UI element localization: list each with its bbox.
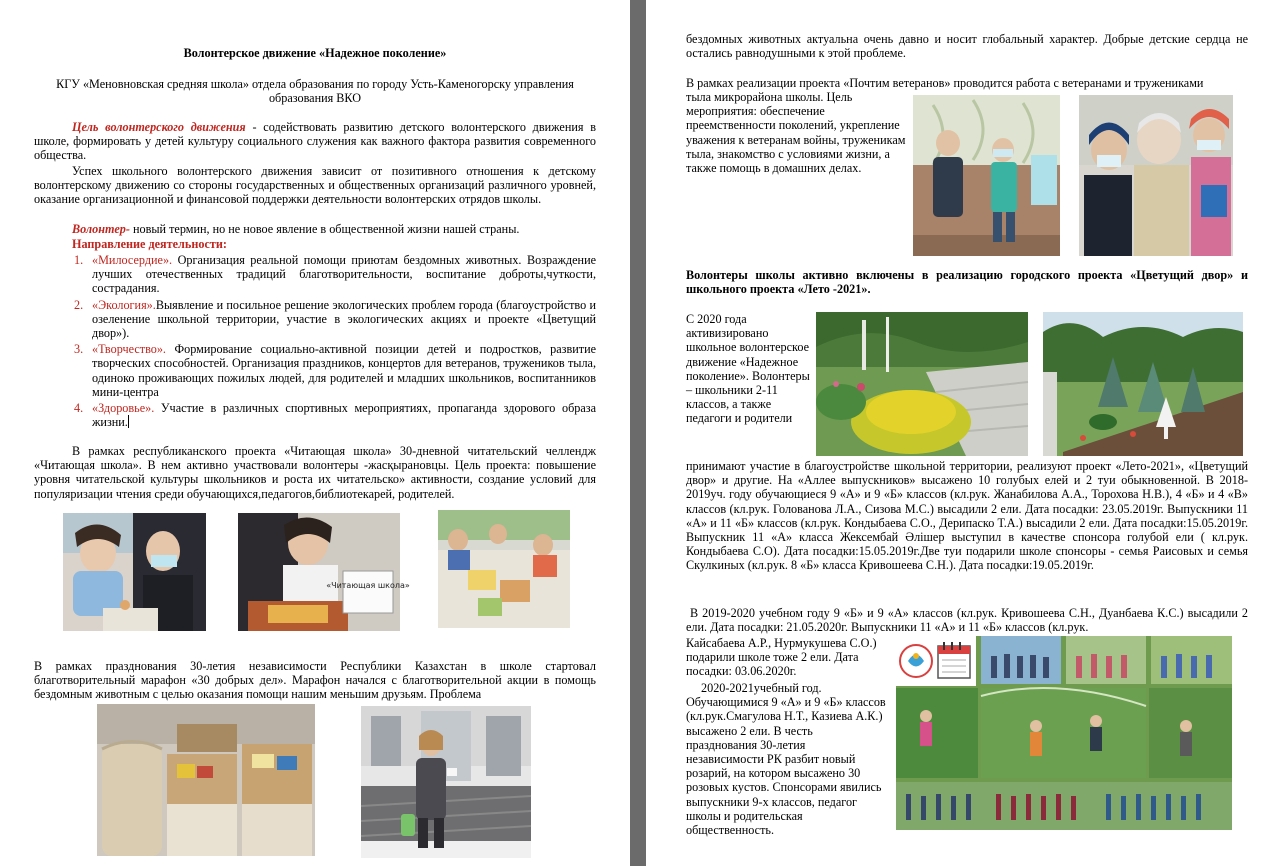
direction-name: «Здоровье». xyxy=(92,401,155,416)
marathon-paragraph: В рамках празднования 30-летия независимости Республики Казахстан в школе стартовал благотворительный марафон «30 добрых дел». Марафон начался с благотворительной акции в помощь бездомным животным с целью оказания помощи нашим меньшим друзьям. Проблема xyxy=(34,659,596,702)
veterans-paragraph: тыла микрорайона школы. Цель мероприятия: обеспечение преемственности поколений, укрепление уважения к ветеранам войны, труженикам тыла, знакомство с условиями жизни, а также помощь в домашних делах. xyxy=(686,90,906,176)
list-item xyxy=(74,342,596,399)
directions-heading: Направление деятельности: xyxy=(72,237,227,251)
reading-photo-3 xyxy=(438,510,570,628)
veterans-intro: В рамках реализации проекта «Почтим ветеранов» проводится работа с ветеранами и тружениками xyxy=(686,76,1204,90)
stray-animals-continuation: бездомных животных актуальна очень давно и носит глобальный характер. Добрые детские сердца не остались равнодушными к этой проблеме. xyxy=(686,32,1248,61)
directions-list xyxy=(74,253,596,429)
text-cursor xyxy=(128,415,129,428)
goal-label: Цель волонтерского движения xyxy=(72,120,246,134)
garden-paragraph: принимают участие в благоустройстве школьной территории, реализуют проект «Лето-2021», «Цветущий двор» и другие. На «Аллее выпускников» высажено 10 голубых елей и 2 туи обыкновенной. В 2018-2019уч. году обучающиеся 9 «А» и 9 «Б» классов (кл.рук. Жанабилова А.А., Торохова Н.В.), 4 «Б» и 4 «В» классов (кл.рук. Голованова Л.А., Сизова М.С.) высадили 2 ели. Дата посадки: 23.05.2019г. Выпускники 11 «А» и 11 «Б» классов (кл.рук. Кондыбаева С.О., Дерипаско Т.А.) высадили 2 ели. Дата посадки:15.05.2019г. Выпускник 11 «А» класса Жексембай Әлішер выступил в качестве спонсора голубой ели ( кл.рук. Кондыбаева С.О). Дата посадки:15.05.2019г.Две туи подарили школе спонсоры - семья Раисовых и семья Скулкиных (кл.рук. 8 «Б» класса Кривошеева С.Н.). Дата посадки:19.05.2019г. xyxy=(686,459,1248,573)
reading-photo-2 xyxy=(238,513,410,631)
list-item xyxy=(74,298,596,341)
goal-text: - содействовать развитию детского волонтерского движения в школе, формировать у детей культуру социального служения как важного фактора развития современного общества. xyxy=(34,120,596,163)
plantings-2019-cont: Кайсабаева А.Р., Нурмукушева С.О.) подарили школе тоже 2 ели. Дата посадки: 03.06.2020г. xyxy=(686,636,877,679)
volunteer-label: Волонтер- xyxy=(72,222,130,236)
flower-garden-photo xyxy=(816,312,1028,456)
volunteer-text: новый термин, но не новое явление в общественной жизни нашей страны. xyxy=(129,222,520,236)
alley-trees-photo xyxy=(1043,312,1243,456)
list-number: 1. xyxy=(74,253,84,267)
direction-name: «Экология». xyxy=(92,297,156,312)
direction-text: Участие в различных спортивных мероприятиях, пропаганда здорового образа жизни. xyxy=(92,401,596,430)
direction-text: Формирование социально-активной позиции детей и подростков, развитие творческих способностей. Организация праздников, концертов для ветеранов, тружеников тыла, одиноко проживающих пожилых людей, для родителей и младших школьников, воспитанников мини-центра xyxy=(92,342,596,399)
volunteer-paragraph xyxy=(72,222,602,236)
list-item xyxy=(74,401,596,429)
document-page-right xyxy=(646,0,1281,866)
volunteer-collage-photo xyxy=(896,636,1232,830)
calendar-icon xyxy=(938,642,970,678)
school-name: КГУ «Меновновская средняя школа» отдела образования по городу Усть-Каменогорску управления образования ВКО xyxy=(56,77,574,106)
list-item xyxy=(74,253,596,296)
reading-photo-1 xyxy=(63,513,206,631)
donation-boxes-photo xyxy=(97,704,315,856)
list-number: 3. xyxy=(74,342,84,357)
direction-text: Выявление и посильное решение экологических проблем города (благоустройство и озеленение школьной территории, участие в экологических акциях и проекте «Цветущий двор»). xyxy=(92,297,596,341)
veterans-photo-1 xyxy=(913,95,1060,256)
reading-sign-text: «Читающая школа» xyxy=(326,581,410,590)
document-page-left xyxy=(0,0,630,866)
page-gutter xyxy=(630,0,646,866)
garden-intro-narrow: С 2020 года активизировано школьное волонтерское движение «Надежное поколение». Волонтеры – школьники 2-11 классов, а также педагоги и родители xyxy=(686,312,810,426)
list-number: 2. xyxy=(74,297,84,312)
plantings-2019: В 2019-2020 учебном году 9 «Б» и 9 «А» классов (кл.рук. Кривошеева С.Н., Дуанбаева К.С.) высадили 2 ели. Дата посадки: 21.05.2020г. Выпускники 11 «А» и 11 «Б» классов (кл.рук. xyxy=(686,606,1248,635)
direction-name: «Милосердие». xyxy=(92,253,173,267)
success-paragraph: Успех школьного волонтерского движения зависит от позитивного отношения к детскому волонтерскому движению со стороны государственных и общественных организаций различного уровней, оказание организационной и финансовой поддержки деятельности волонтерских отрядов школы. xyxy=(34,164,596,207)
goal-paragraph xyxy=(34,120,596,163)
direction-name: «Творчество». xyxy=(92,342,166,357)
reading-paragraph: В рамках республиканского проекта «Читающая школа» 30-дневной читательский челлендж «Читающая школа». В нем активно участвовали волонтеры -жасқырановцы. Цель проекта: повышение уровня читательской культуры школьников и роста их читательско» активности, создание условий для популяризации чтения среди обучающихся,педагогов,библиотекарей, родителей. xyxy=(34,444,596,501)
direction-text: Организация реальной помощи приютам бездомных животных. Возраждение лучших отечественных традиций благотворительности, воспитание доброты,чуткости, сострадания. xyxy=(92,253,596,296)
plantings-2021: 2020-2021учебный год. Обучающимися 9 «А» и 9 «Б» классов (кл.рук.Смагулова Н.Т., Казиева А.К.) высажено 2 ели. В честь празднования 30-летия независимости РК разбит новый розарий, на котором высажено 30 розовых кустов. Спонсорами явились выпускники 9-х классов, педагог школы и родительская общественность. xyxy=(686,681,886,838)
document-title: Волонтерское движение «Надежное поколение» xyxy=(183,46,447,60)
donation-volunteer-photo xyxy=(361,706,531,858)
volunteer-logo-icon xyxy=(900,645,932,677)
list-number: 4. xyxy=(74,401,84,416)
garden-heading: Волонтеры школы активно включены в реализацию городского проекта «Цветущий двор» и школьного проекта «Лето -2021». xyxy=(686,268,1248,297)
veterans-photo-2 xyxy=(1079,95,1233,256)
